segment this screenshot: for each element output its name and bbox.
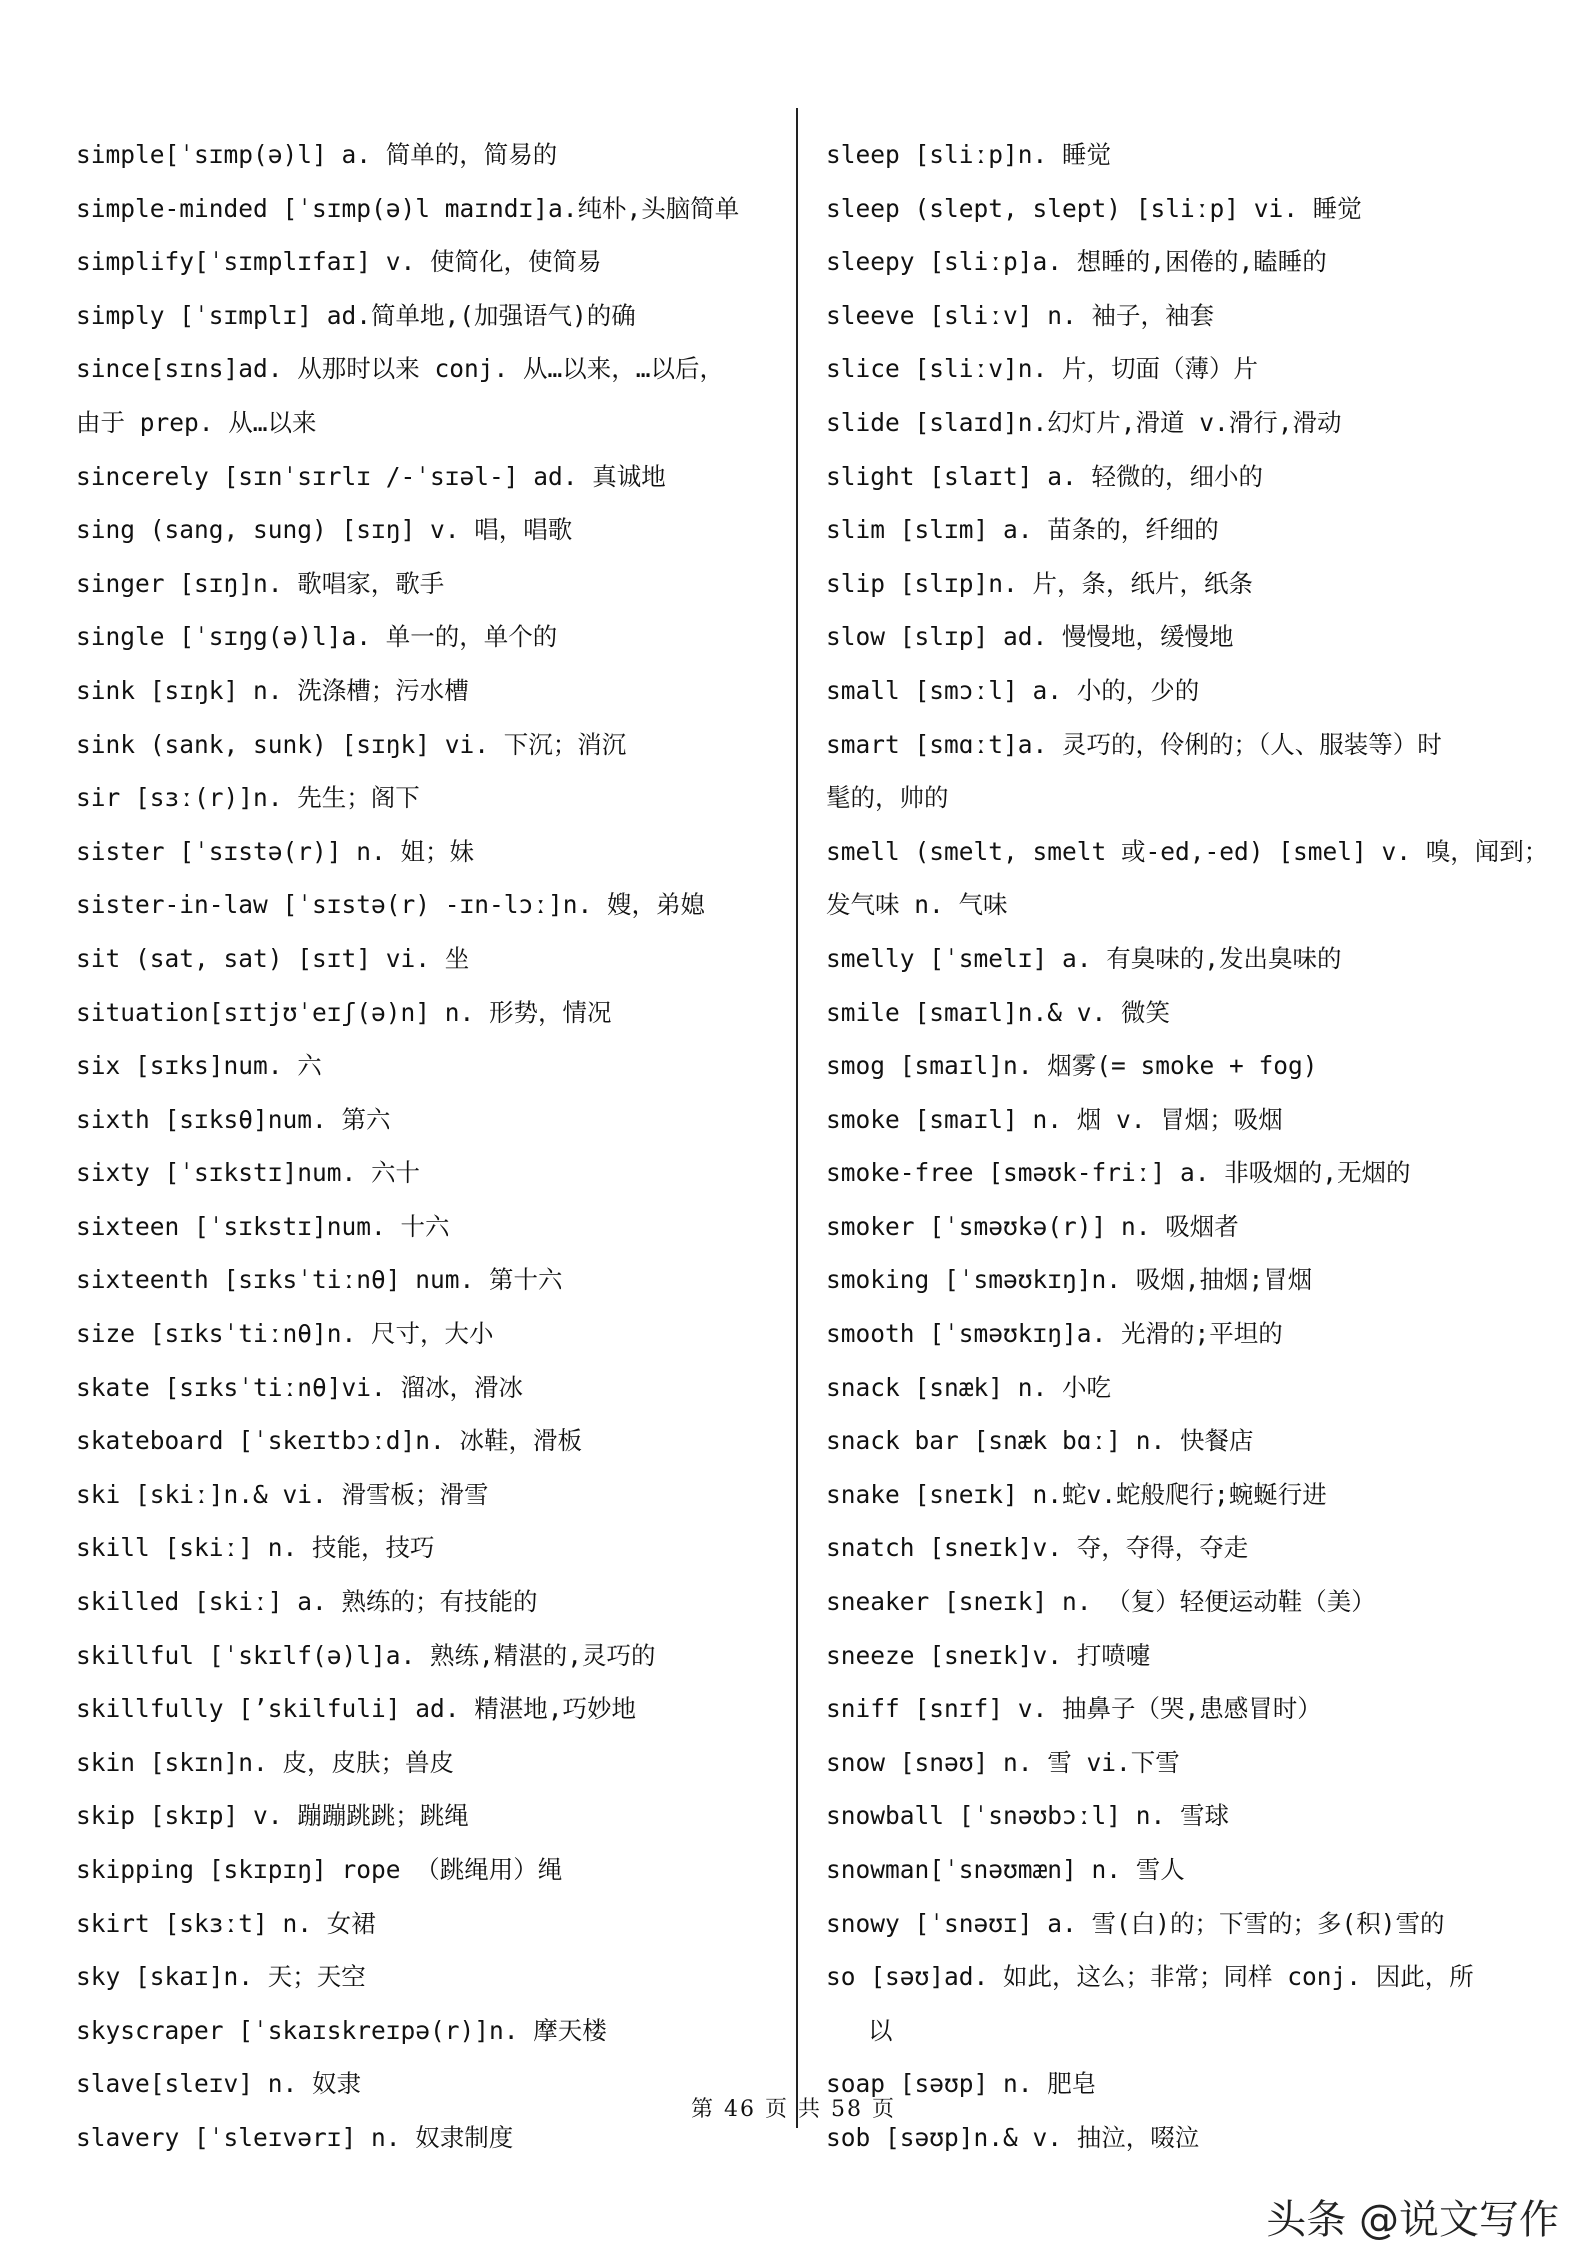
vocab-entry: smoking [ˈsməʊkɪŋ]n. 吸烟,抽烟;冒烟 [826,1265,1313,1295]
vocab-entry: so [səʊ]ad. 如此，这么；非常；同样 conj. 因此，所 [826,1962,1474,1992]
vocab-entry: slim [slɪm] a. 苗条的，纤细的 [826,515,1219,545]
vocab-entry: slow [slɪp] ad. 慢慢地，缓慢地 [826,622,1234,652]
vocab-entry: sister-in-law [ˈsɪstə(r) -ɪn-lɔː]n. 嫂，弟媳 [76,890,706,920]
vocab-entry: smart [smɑːt]a. 灵巧的，伶俐的；（人、服装等）时 [826,729,1442,759]
vocab-entry: single [ˈsɪŋg(ə)l]a. 单一的，单个的 [76,622,558,652]
vocab-entry: 发气味 n. 气味 [826,890,1008,920]
vocab-entry: smooth [ˈsməʊkɪŋ]a. 光滑的;平坦的 [826,1319,1283,1349]
left-column [76,128,776,2165]
vocab-entry: sixty [ˈsɪkstɪ]num. 六十 [76,1158,421,1188]
vocab-entry: sixth [sɪksθ]num. 第六 [76,1104,391,1134]
vocab-entry: 由于 prep. 从…以来 [76,407,317,437]
vocab-entry: sink [sɪŋk] n. 洗涤槽；污水槽 [76,675,469,705]
vocab-entry: sincerely [sɪnˈsɪrlɪ /-ˈsɪəl-] ad. 真诚地 [76,461,666,491]
vocab-entry: sky [skaɪ]n. 天；天空 [76,1962,366,1992]
vocab-entry: skilled [skiː] a. 熟练的；有技能的 [76,1587,538,1617]
vocab-entry: simple-minded [ˈsɪmp(ə)l maɪndɪ]a.纯朴,头脑简单 [76,193,740,223]
vocab-entry: six [sɪks]num. 六 [76,1051,322,1081]
vocab-entry: sit (sat, sat) [sɪt] vi. 坐 [76,943,470,973]
vocab-entry: sink (sank, sunk) [sɪŋk] vi. 下沉；消沉 [76,729,627,759]
vocab-entry: snowball [ˈsnəʊbɔːl] n. 雪球 [826,1801,1230,1831]
vocab-entry: skin [skɪn]n. 皮，皮肤；兽皮 [76,1747,455,1777]
vocab-entry: sleep [sliːp]n. 睡觉 [826,140,1112,169]
vocab-entry: simple[ˈsɪmp(ə)l] a. 简单的，简易的 [76,140,558,169]
vocab-entry: smell (smelt, smelt 或-ed,-ed) [smel] v. 嗅，闻到； [826,836,1549,866]
vocab-entry: small [smɔːl] a. 小的，少的 [826,675,1200,705]
vocab-entry: smile [smaɪl]n.& v. 微笑 [826,997,1171,1027]
vocab-entry: sob [səʊp]n.& v. 抽泣，啜泣 [826,2122,1200,2152]
vocab-entry: snowman[ˈsnəʊmæn] n. 雪人 [826,1855,1185,1884]
vocab-entry: sneeze [sneɪk]v. 打喷嚏 [826,1640,1151,1670]
vocab-entry: skipping [skɪpɪŋ] rope （跳绳用）绳 [76,1855,563,1884]
vocab-entry: situation[sɪtjʊˈeɪʃ(ə)n] n. 形势，情况 [76,997,612,1027]
vocab-entry: simplify[ˈsɪmplɪfaɪ] v. 使简化，使简易 [76,247,602,277]
vocab-entry: snake [sneɪk] n.蛇v.蛇般爬行;蜿蜒行进 [826,1479,1327,1509]
column-divider [796,108,798,2128]
vocab-entry: 髦的，帅的 [826,783,949,813]
vocab-entry: ski [skiː]n.& vi. 滑雪板；滑雪 [76,1479,489,1509]
vocab-entry: since[sɪns]ad. 从那时以来 conj. 从…以来，…以后， [76,354,725,384]
vocab-entry: size [sɪksˈtiːnθ]n. 尺寸，大小 [76,1319,494,1349]
vocab-entry: sixteenth [sɪksˈtiːnθ] num. 第十六 [76,1265,563,1295]
vocab-entry: sleep (slept, slept) [sliːp] vi. 睡觉 [826,193,1362,223]
vocab-entry: skillfully [’skilfuli] ad. 精湛地,巧妙地 [76,1694,637,1724]
vocab-entry: slave[sleɪv] n. 奴隶 [76,2069,362,2099]
vocab-entry: snowy [ˈsnəʊɪ] a. 雪(白)的；下雪的；多(积)雪的 [826,1908,1445,1938]
vocab-entry: snow [snəʊ] n. 雪 vi.下雪 [826,1747,1180,1777]
vocab-entry: sleeve [sliːv] n. 袖子，袖套 [826,300,1215,330]
vocab-entry: slide [slaɪd]n.幻灯片,滑道 v.滑行,滑动 [826,407,1342,437]
vocab-entry: slavery [ˈsleɪvərɪ] n. 奴隶制度 [76,2122,514,2152]
vocab-entry: skateboard [ˈskeɪtbɔːd]n. 冰鞋，滑板 [76,1426,583,1456]
vocab-entry: skyscraper [ˈskaɪskreɪpə(r)]n. 摩天楼 [76,2015,607,2045]
vocab-entry: sniff [snɪf] v. 抽鼻子（哭,患感冒时） [826,1694,1322,1724]
vocab-entry: smoke-free [sməʊk-friː] a. 非吸烟的,无烟的 [826,1158,1411,1188]
right-column [826,128,1549,2165]
vocab-entry: singer [sɪŋ]n. 歌唱家，歌手 [76,568,445,598]
vocab-entry: snack [snæk] n. 小吃 [826,1372,1112,1402]
vocab-entry: skip [skɪp] v. 蹦蹦跳跳；跳绳 [76,1801,469,1831]
vocab-entry: sir [sɜː(r)]n. 先生；阁下 [76,783,420,813]
vocab-entry: slice [sliːv]n. 片，切面（薄）片 [826,354,1259,384]
vocab-entry: skillful [ˈskɪlf(ə)l]a. 熟练,精湛的,灵巧的 [76,1640,656,1670]
vocab-entry: soap [səʊp] n. 肥皂 [826,2069,1097,2099]
vocab-entry: sleepy [sliːp]a. 想睡的,困倦的,瞌睡的 [826,247,1327,277]
vocab-entry: slight [slaɪt] a. 轻微的，细小的 [826,461,1264,491]
vocab-entry: snack bar [snæk bɑː] n. 快餐店 [826,1426,1254,1456]
vocab-entry: smelly [ˈsmelɪ] a. 有臭味的,发出臭味的 [826,943,1342,973]
vocab-entry: sister [ˈsɪstə(r)] n. 姐；妹 [76,836,475,866]
vocab-entry: skate [sɪksˈtiːnθ]vi. 溜冰，滑冰 [76,1372,524,1402]
vocab-entry: 以 [868,2015,893,2045]
vocab-entry: snatch [sneɪk]v. 夺，夺得，夺走 [826,1533,1249,1563]
page-footer: 第 46 页 共 58 页 [691,2097,896,2122]
vocab-entry: sneaker [sneɪk] n. （复）轻便运动鞋（美） [826,1587,1376,1617]
watermark: 头条 @说文写作 [1266,2197,1559,2243]
vocab-entry: smoke [smaɪl] n. 烟 v. 冒烟；吸烟 [826,1104,1283,1134]
vocab-entry: simply [ˈsɪmplɪ] ad.简单地,(加强语气)的确 [76,300,636,330]
vocab-entry: skill [skiː] n. 技能，技巧 [76,1533,435,1563]
vocab-entry: sixteen [ˈsɪkstɪ]num. 十六 [76,1211,450,1241]
vocab-entry: smog [smaɪl]n. 烟雾(= smoke + fog) [826,1051,1318,1081]
vocab-entry: sing (sang, sung) [sɪŋ] v. 唱，唱歌 [76,515,573,545]
vocab-entry: smoker [ˈsməʊkə(r)] n. 吸烟者 [826,1211,1239,1241]
vocab-entry: slip [slɪp]n. 片，条，纸片，纸条 [826,568,1254,598]
vocab-entry: skirt [skɜːt] n. 女裙 [76,1908,376,1938]
